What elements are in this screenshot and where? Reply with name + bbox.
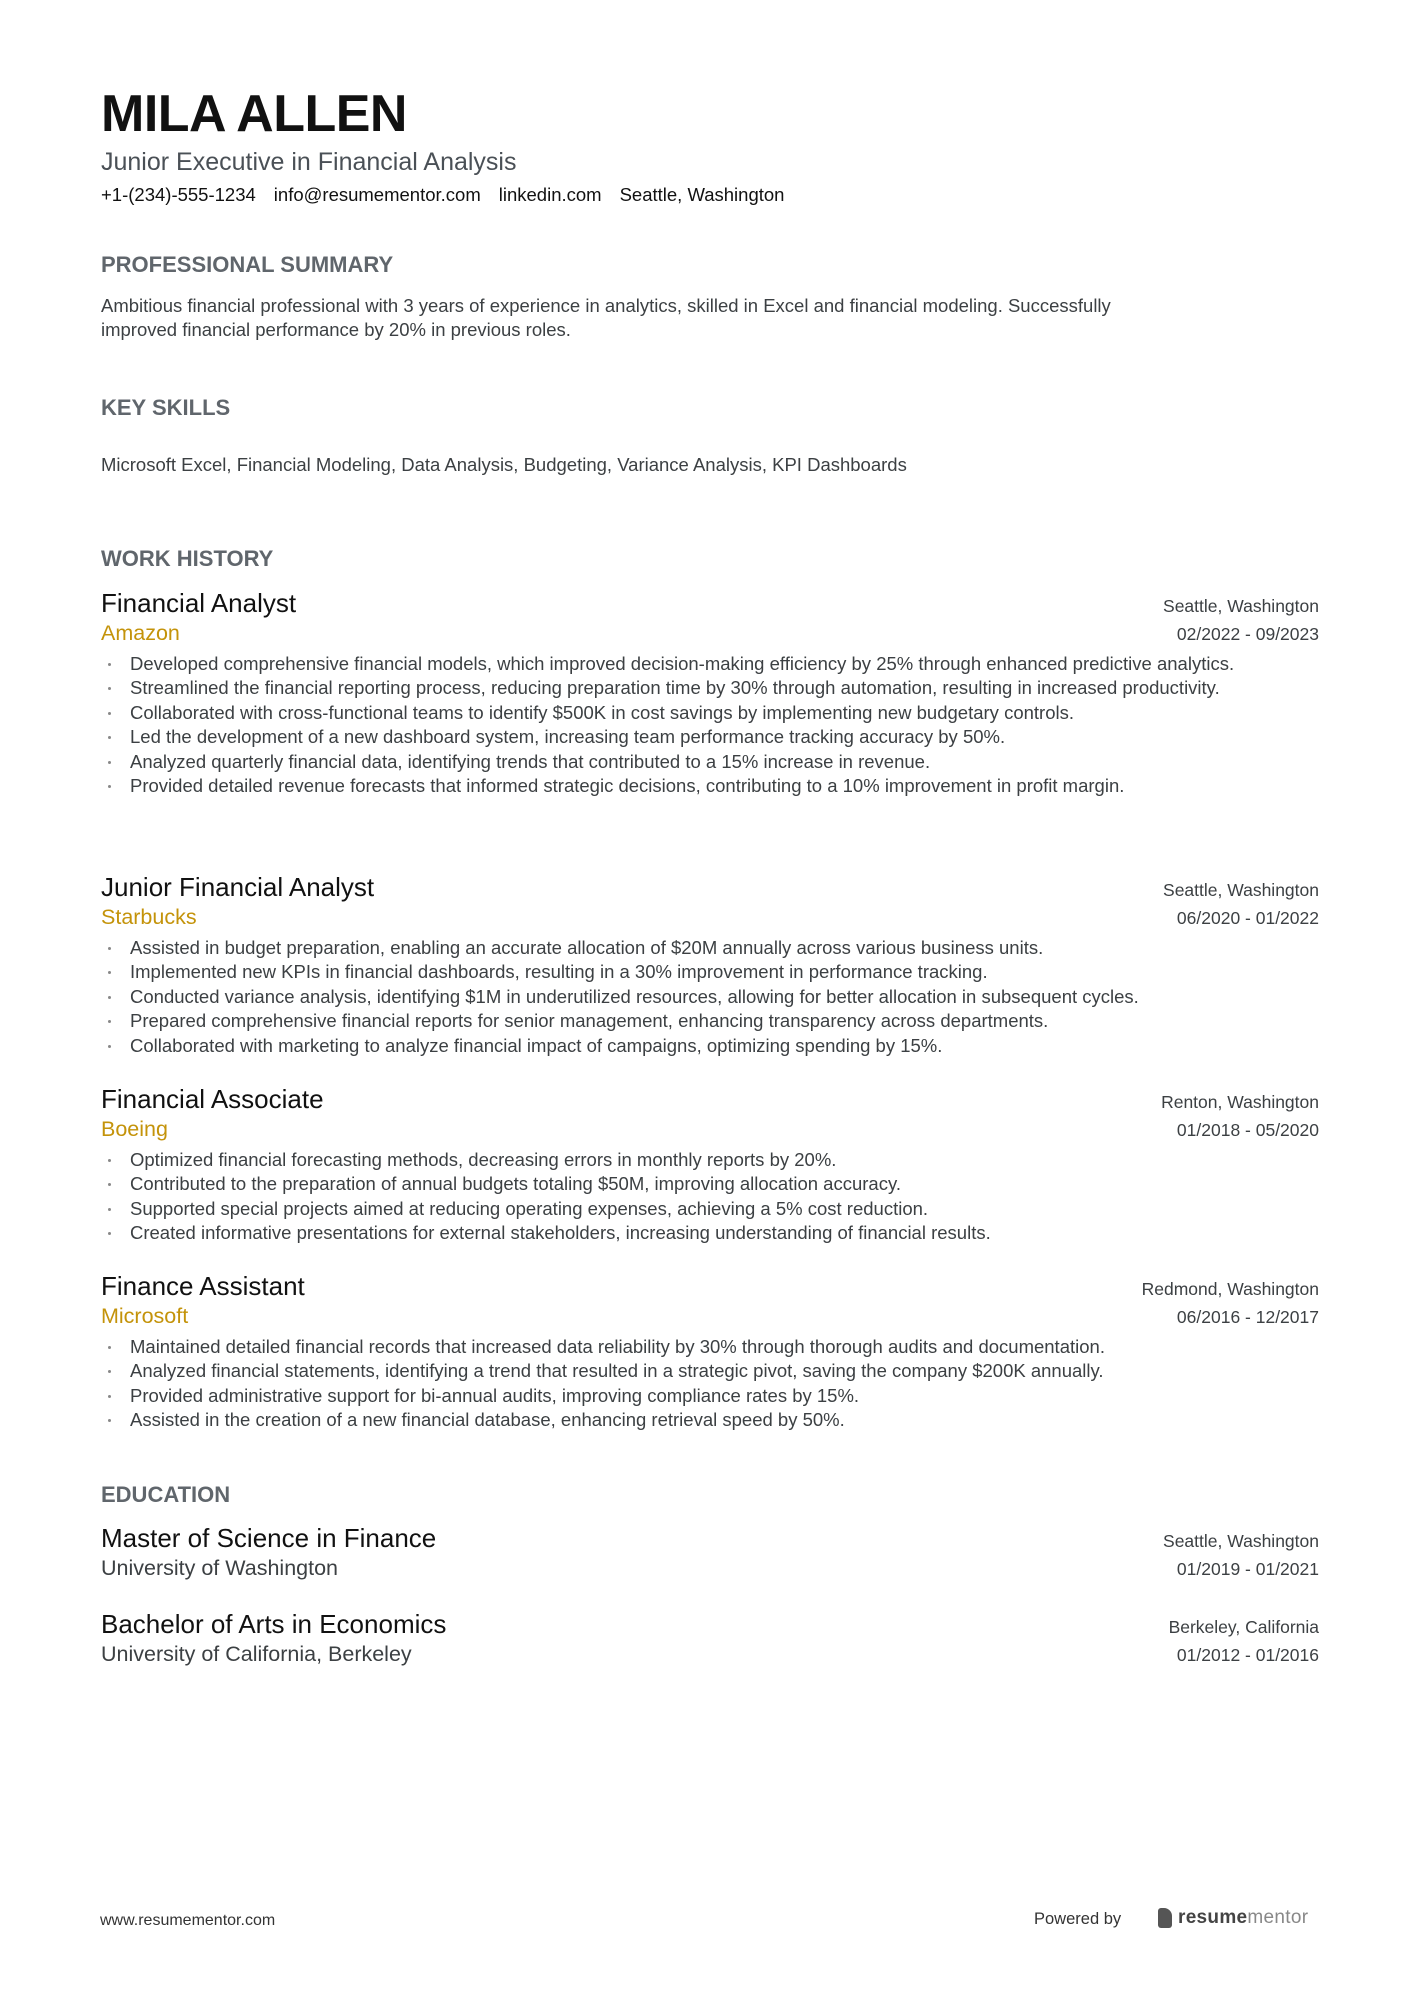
education-subheader [101,1553,1319,1583]
skills-heading: KEY SKILLS [101,395,231,420]
job-location: Seattle, Washington [1163,596,1319,616]
job-bullets [101,652,1319,798]
job-location: Seattle, Washington [1163,880,1319,900]
job-title: Financial Associate [101,1084,324,1114]
job-subheader [101,1114,1319,1144]
bullet-item: Streamlined the financial reporting process, reducing preparation time by 30% through automation, resulting in increased productivity. [101,676,1319,700]
job-location: Renton, Washington [1161,1092,1319,1112]
job-dates: 01/2018 - 05/2020 [1176,1120,1319,1140]
candidate-title: Junior Executive in Financial Analysis [101,148,517,176]
job-header [101,588,1319,618]
contact-info [101,183,1319,207]
job-entry [101,1271,1319,1433]
education-header [101,1609,1319,1639]
bullet-item: Conducted variance analysis, identifying $1M in underutilized resources, allowing for better allocation in subsequent cycles. [101,985,1319,1009]
education-location: Berkeley, California [1168,1617,1319,1637]
bullet-item: Provided detailed revenue forecasts that informed strategic decisions, contributing to a 10% improvement in profit margin. [101,774,1319,798]
job-entry [101,872,1319,1058]
education-location: Seattle, Washington [1163,1531,1319,1551]
degree: Master of Science in Finance [101,1523,437,1553]
summary-text [101,294,1319,343]
bullet-item: Assisted in budget preparation, enabling an accurate allocation of $20M annually across various business units. [101,936,1319,960]
summary-line: Ambitious financial professional with 3 years of experience in analytics, skilled in Excel and financial modeling. Successfully [101,295,1111,316]
job-entry [101,588,1319,798]
education-entry [101,1609,1319,1669]
job-header [101,872,1319,902]
job-subheader [101,618,1319,648]
powered-by: Powered by [1034,1910,1122,1928]
resumementor-logo [1158,1907,1308,1929]
school-name: University of California, Berkeley [101,1642,412,1666]
job-entry [101,1084,1319,1246]
bullet-item: Assisted in the creation of a new financial database, enhancing retrieval speed by 50%. [101,1408,1319,1432]
job-bullets [101,1148,1319,1246]
bullet-item: Analyzed financial statements, identifying a trend that resulted in a strategic pivot, saving the company $200K annually. [101,1359,1319,1383]
linkedin-link[interactable]: linkedin.com [498,184,602,205]
education-dates: 01/2019 - 01/2021 [1176,1559,1319,1579]
bullet-item: Developed comprehensive financial models, which improved decision-making efficiency by 25% through enhanced predictive analytics. [101,652,1319,676]
job-bullets [101,1335,1319,1433]
bullet-item: Collaborated with marketing to analyze financial impact of campaigns, optimizing spending by 15%. [101,1034,1319,1058]
bullet-item: Analyzed quarterly financial data, identifying trends that contributed to a 15% increase in revenue. [101,750,1319,774]
location: Seattle, Washington [619,184,785,205]
phone: +1-(234)-555-1234 [101,184,256,205]
education-header [101,1523,1319,1553]
work-heading: WORK HISTORY [101,546,274,571]
bullet-item: Maintained detailed financial records that increased data reliability by 30% through thorough audits and documentation. [101,1335,1319,1359]
job-title: Finance Assistant [101,1271,305,1301]
company-name: Starbucks [101,905,197,929]
logo-mark-icon [1158,1908,1172,1928]
bullet-item: Provided administrative support for bi-annual audits, improving compliance rates by 15%. [101,1384,1319,1408]
job-header [101,1084,1319,1114]
job-title: Financial Analyst [101,588,297,618]
logo-text: mentor [1247,1907,1309,1928]
job-bullets [101,936,1319,1058]
job-dates: 02/2022 - 09/2023 [1176,624,1319,644]
bullet-item: Implemented new KPIs in financial dashboards, resulting in a 30% improvement in performance tracking. [101,960,1319,984]
bullet-item: Created informative presentations for external stakeholders, increasing understanding of financial results. [101,1221,1319,1245]
bullet-item: Collaborated with cross-functional teams to identify $500K in cost savings by implementing new budgetary controls. [101,701,1319,725]
job-subheader [101,1301,1319,1331]
school-name: University of Washington [101,1556,338,1580]
bullet-item: Supported special projects aimed at reducing operating expenses, achieving a 5% cost reduction. [101,1197,1319,1221]
summary-heading: PROFESSIONAL SUMMARY [101,252,394,277]
email-link[interactable]: info@resumementor.com [273,184,481,205]
candidate-name: MILA ALLEN [101,85,407,143]
bullet-item: Led the development of a new dashboard system, increasing team performance tracking accuracy by 50%. [101,725,1319,749]
logo-text: resume [1178,1907,1248,1928]
summary-line: improved financial performance by 20% in previous roles. [101,319,571,341]
job-header [101,1271,1319,1301]
education-dates: 01/2012 - 01/2016 [1176,1645,1319,1665]
job-dates: 06/2016 - 12/2017 [1176,1307,1319,1327]
education-heading: EDUCATION [101,1482,231,1507]
job-subheader [101,902,1319,932]
footer-url[interactable]: www.resumementor.com [100,1912,276,1929]
job-title: Junior Financial Analyst [101,872,375,902]
bullet-item: Prepared comprehensive financial reports for senior management, enhancing transparency across departments. [101,1009,1319,1033]
bullet-item: Contributed to the preparation of annual budgets totaling $50M, improving allocation accuracy. [101,1172,1319,1196]
job-location: Redmond, Washington [1141,1279,1319,1299]
company-name: Amazon [101,621,180,645]
company-name: Boeing [101,1117,168,1141]
education-entry [101,1523,1319,1583]
company-name: Microsoft [101,1304,189,1328]
education-subheader [101,1639,1319,1669]
skills-text: Microsoft Excel, Financial Modeling, Data Analysis, Budgeting, Variance Analysis, KPI Dashboards [101,454,907,475]
degree: Bachelor of Arts in Economics [101,1609,447,1639]
job-dates: 06/2020 - 01/2022 [1176,908,1319,928]
bullet-item: Optimized financial forecasting methods, decreasing errors in monthly reports by 20%. [101,1148,1319,1172]
